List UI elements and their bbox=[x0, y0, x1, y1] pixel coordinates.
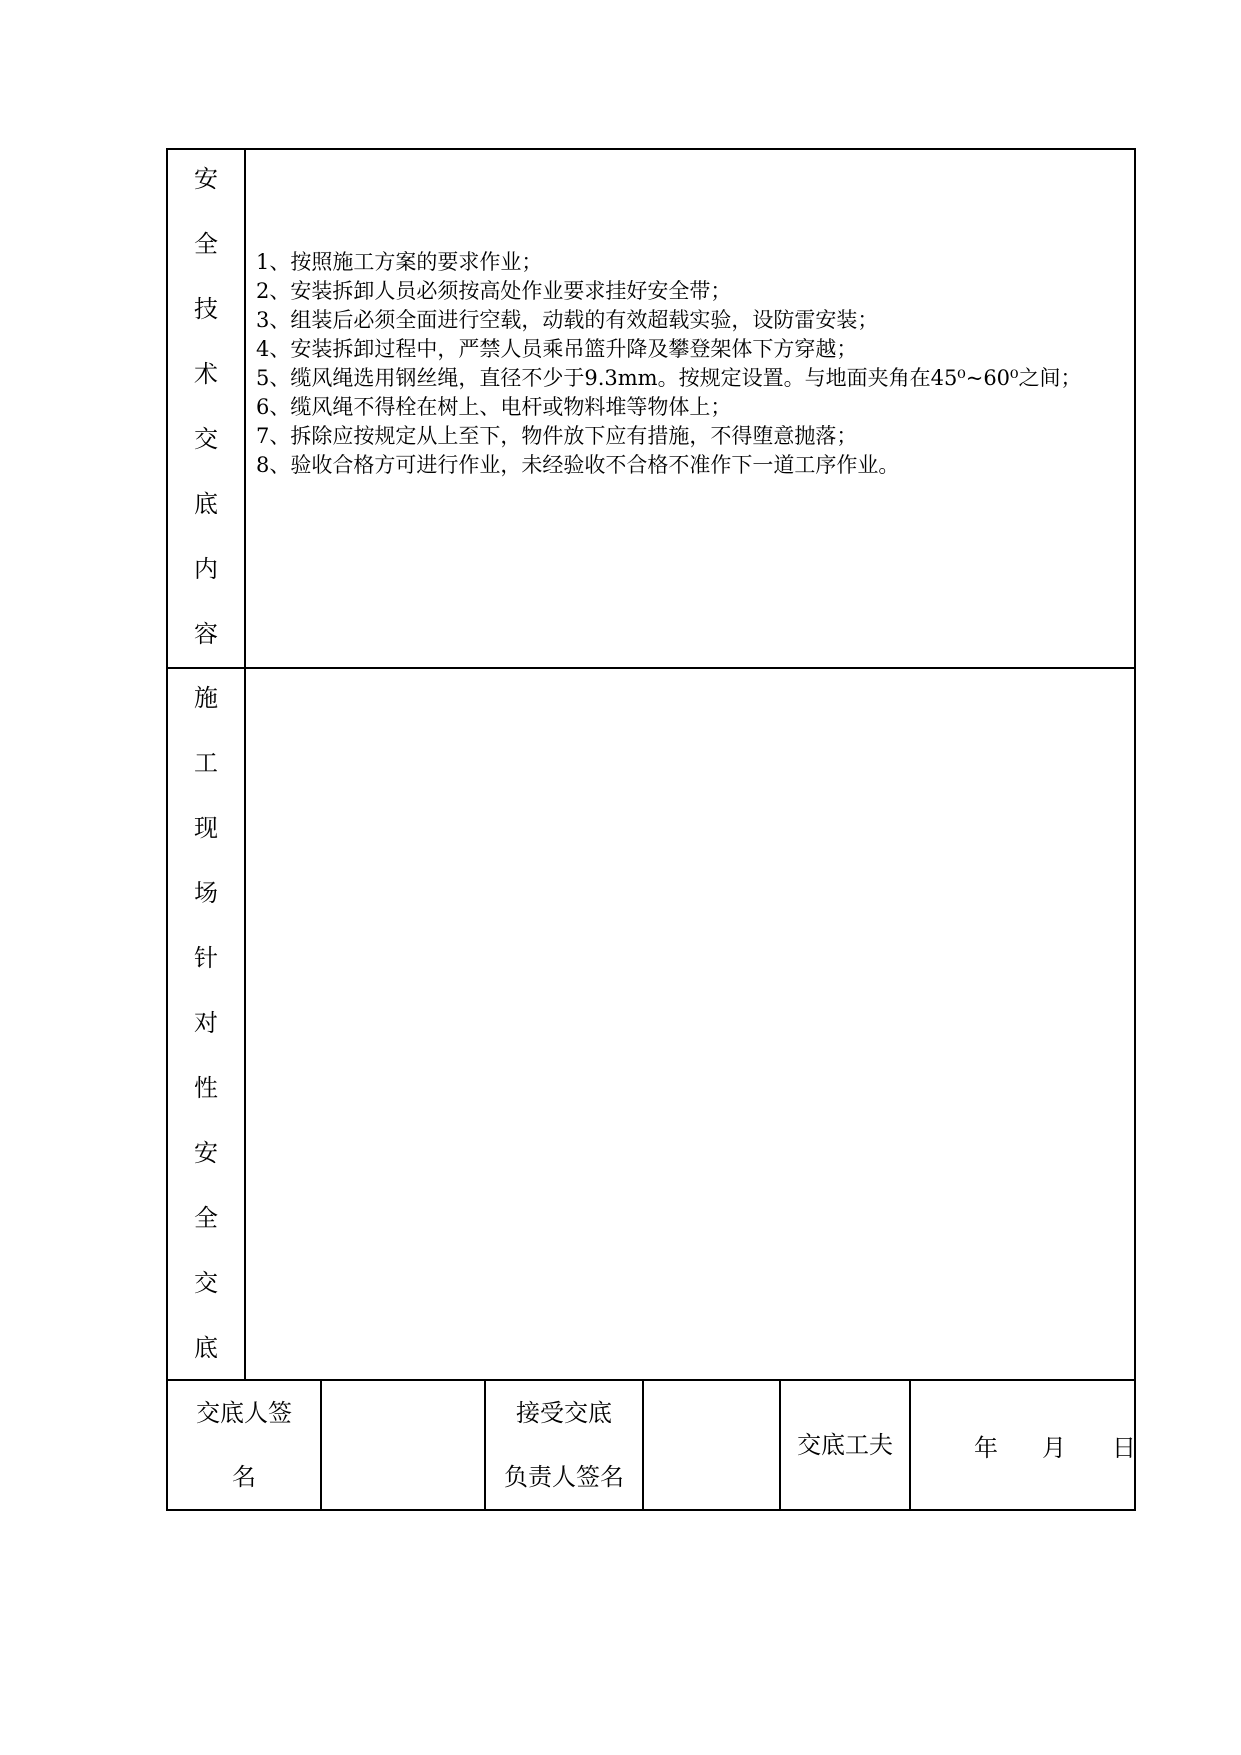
section1-label-char: 底 bbox=[194, 490, 218, 518]
section-label-safety-technical-content bbox=[168, 167, 244, 646]
giver-signature-field[interactable] bbox=[322, 1381, 484, 1509]
section2-label-char: 现 bbox=[194, 814, 218, 842]
section2-label-char: 底 bbox=[194, 1334, 218, 1362]
month-label: 月 bbox=[1042, 1433, 1066, 1462]
section2-label-char: 工 bbox=[194, 749, 218, 777]
safety-item: 6、缆风绳不得栓在树上、电杆或物料堆等物体上； bbox=[256, 395, 732, 419]
safety-items-list bbox=[256, 248, 1132, 480]
section2-label-char: 施 bbox=[194, 684, 218, 712]
site-specific-briefing-area[interactable] bbox=[246, 669, 1134, 1379]
section1-label-char: 内 bbox=[194, 555, 218, 583]
section2-label-char: 交 bbox=[194, 1269, 218, 1297]
receiver-signature-label: 接受交底 负责人签名 bbox=[504, 1399, 624, 1491]
safety-briefing-form bbox=[166, 148, 1136, 1511]
section2-label-char: 对 bbox=[194, 1009, 218, 1037]
safety-item: 8、验收合格方可进行作业，未经验收不合格不准作下一道工序作业。 bbox=[256, 453, 900, 477]
safety-item: 1、按照施工方案的要求作业； bbox=[256, 250, 543, 274]
section2-label-char: 安 bbox=[194, 1139, 218, 1167]
section1-label-char: 容 bbox=[194, 620, 218, 648]
section2-label-char: 性 bbox=[194, 1074, 218, 1102]
section2-label-char: 场 bbox=[194, 879, 218, 907]
section2-label-char: 全 bbox=[194, 1204, 218, 1232]
safety-item: 5、缆风绳选用钢丝绳，直径不少于9.3mm。按规定设置。与地面夹角在45⁰~60⁰之间； bbox=[256, 366, 1082, 390]
safety-item: 2、安装拆卸人员必须按高处作业要求挂好安全带； bbox=[256, 279, 732, 303]
receiver-signature-field[interactable] bbox=[644, 1381, 779, 1509]
day-label: 日 bbox=[1112, 1433, 1136, 1462]
section2-label-char: 针 bbox=[194, 944, 218, 972]
briefing-time-label: 交底工夫 bbox=[797, 1431, 893, 1459]
safety-item: 3、组装后必须全面进行空载，动载的有效超载实验，设防雷安装； bbox=[256, 308, 879, 332]
safety-item: 4、安装拆卸过程中，严禁人员乘吊篮升降及攀登架体下方穿越； bbox=[256, 337, 858, 361]
section1-label-char: 全 bbox=[194, 230, 218, 258]
section1-label-char: 交 bbox=[194, 425, 218, 453]
briefing-date-field[interactable] bbox=[911, 1381, 1134, 1509]
giver-signature-label: 交底人签 名 bbox=[196, 1399, 292, 1491]
section-label-site-specific-briefing bbox=[168, 686, 244, 1360]
section1-label-char: 安 bbox=[194, 165, 218, 193]
section1-label-char: 技 bbox=[194, 295, 218, 323]
safety-item: 7、拆除应按规定从上至下，物件放下应有措施，不得堕意抛落； bbox=[256, 424, 858, 448]
year-label: 年 bbox=[974, 1433, 998, 1462]
section1-label-char: 术 bbox=[194, 360, 218, 388]
